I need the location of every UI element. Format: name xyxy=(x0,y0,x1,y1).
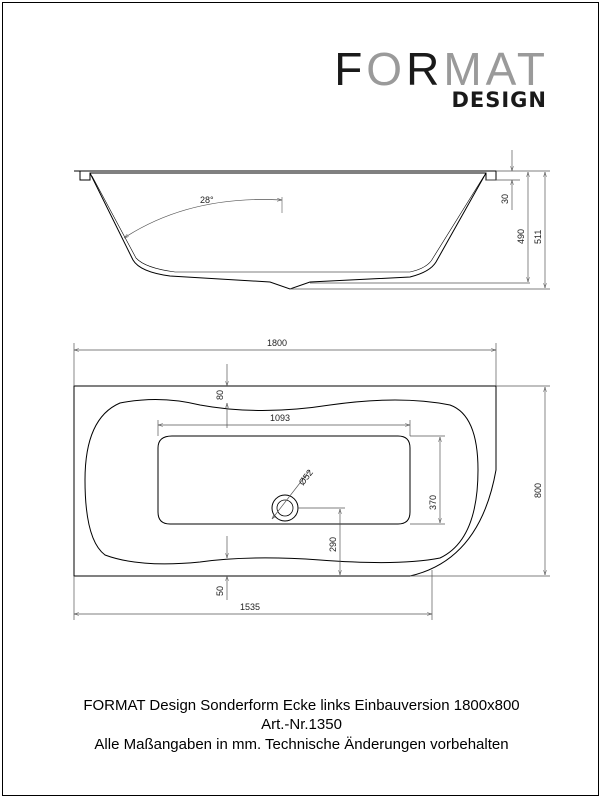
caption-article-number: Art.-Nr.1350 xyxy=(261,716,342,733)
top-bath-bottom xyxy=(158,436,410,524)
dim-290: 290 xyxy=(328,536,338,552)
top-dimensions xyxy=(74,343,550,620)
angle-arc xyxy=(124,199,282,238)
dim-30: 30 xyxy=(500,193,510,204)
dim-511: 511 xyxy=(533,229,543,244)
dim-1093: 1093 xyxy=(270,413,291,423)
side-rim xyxy=(74,171,496,180)
drain-outer xyxy=(272,495,298,521)
dim-1535: 1535 xyxy=(240,602,261,612)
dim-diameter-52: Ø52 xyxy=(296,467,316,488)
dim-50: 50 xyxy=(215,585,225,596)
logo-subword: DESIGN xyxy=(451,88,547,112)
dim-80: 80 xyxy=(215,389,225,400)
angle-label: 28° xyxy=(200,195,214,205)
dim-800: 800 xyxy=(533,482,543,498)
side-inner-shell xyxy=(92,176,484,272)
caption-title: FORMAT Design Sonderform Ecke links Einbauversion 1800x800 xyxy=(83,697,520,714)
logo-wordmark: FORMAT xyxy=(334,43,549,95)
dim-1800: 1800 xyxy=(267,338,288,348)
caption-disclaimer: Alle Maßangaben in mm. Technische Änderungen vorbehalten xyxy=(94,736,509,753)
dim-490: 490 xyxy=(516,228,526,244)
dim-370: 370 xyxy=(428,494,438,510)
side-view xyxy=(74,171,496,289)
top-inner-rim xyxy=(85,399,478,563)
side-outer-shell xyxy=(90,173,486,289)
